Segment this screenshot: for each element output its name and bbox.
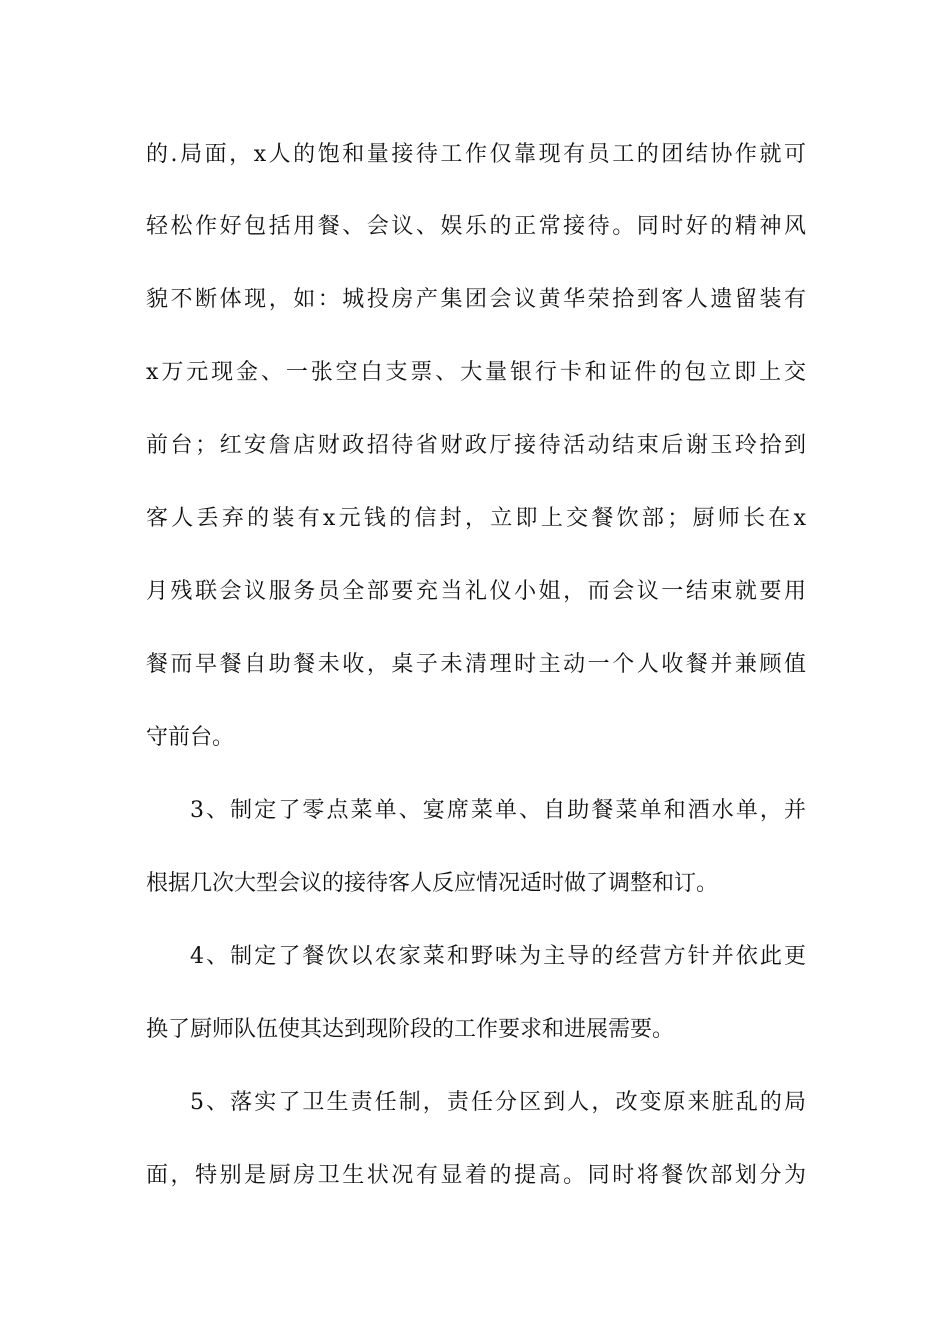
text-line-11: 根据几次大型会议的接待客人反应情况适时做了调整和订。 xyxy=(146,871,719,896)
text-line-3: 貌不断体现，如：城投房产集团会议黄华荣拾到客人遗留装有 xyxy=(146,287,806,312)
text-line-9: 守前台。 xyxy=(146,725,235,750)
text-line-12: 4、制定了餐饮以农家菜和野味为主导的经营方针并依此更 xyxy=(190,944,806,969)
text-line-7: 月残联会议服务员全部要充当礼仪小姐，而会议一结束就要用 xyxy=(146,579,806,604)
text-line-2: 轻松作好包括用餐、会议、娱乐的正常接待。同时好的精神风 xyxy=(146,214,806,239)
text-line-4: x万元现金、一张空白支票、大量银行卡和证件的包立即上交 xyxy=(146,360,806,385)
text-line-5: 前台；红安詹店财政招待省财政厅接待活动结束后谢玉玲拾到 xyxy=(146,433,806,458)
text-line-14: 5、落实了卫生责任制，责任分区到人，改变原来脏乱的局 xyxy=(190,1090,806,1115)
text-line-10: 3、制定了零点菜单、宴席菜单、自助餐菜单和酒水单，并 xyxy=(190,798,806,823)
text-line-13: 换了厨师队伍使其达到现阶段的工作要求和进展需要。 xyxy=(146,1017,675,1042)
text-line-15: 面，特别是厨房卫生状况有显着的提高。同时将餐饮部划分为 xyxy=(146,1163,806,1188)
text-line-8: 餐而早餐自助餐未收，桌子未清理时主动一个人收餐并兼顾值 xyxy=(146,652,806,677)
text-line-1: 的.局面，x人的饱和量接待工作仅靠现有员工的团结协作就可 xyxy=(146,142,806,167)
text-line-6: 客人丢弃的装有x元钱的信封，立即上交餐饮部；厨师长在x xyxy=(146,506,806,531)
